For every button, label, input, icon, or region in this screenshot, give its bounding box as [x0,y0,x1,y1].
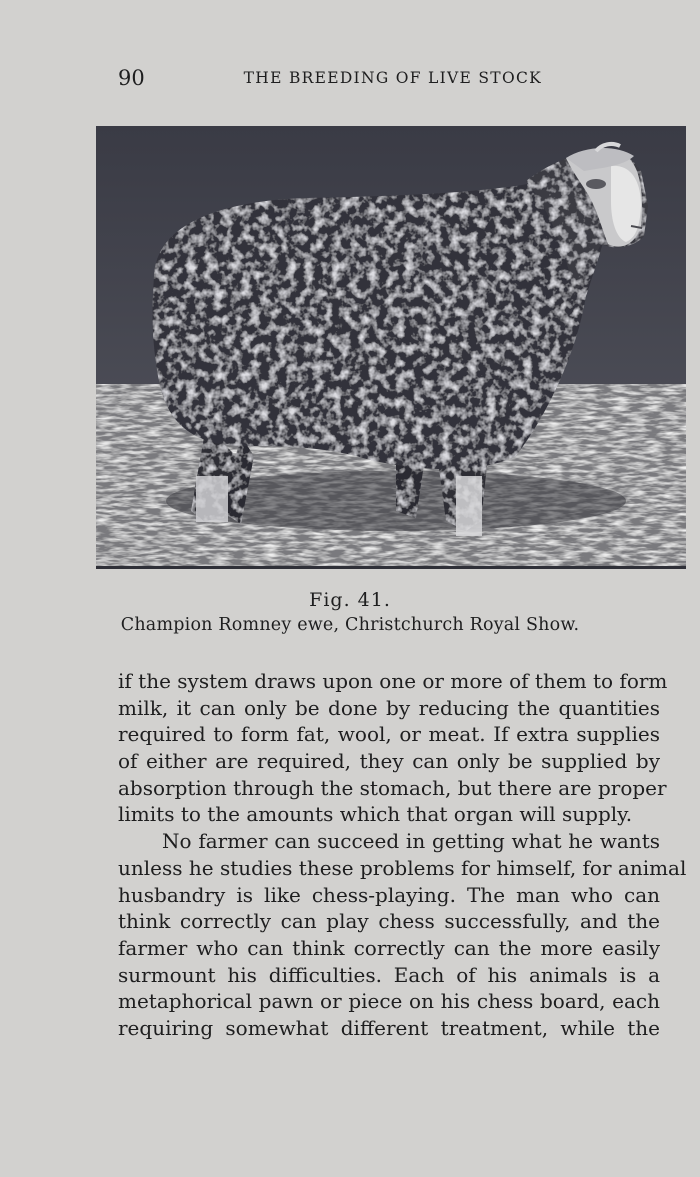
text-line: limits to the amounts which that organ will supply. [118,802,633,827]
sheep-photograph [96,126,686,569]
text-line: unless he studies these problems for himself, for animal [118,855,687,880]
text-line: required to form fat, wool, or meat. If extra supplies [118,722,660,747]
text-line: absorption through the stomach, but there are proper [118,775,667,800]
text-line: husbandry is like chess-playing. The man who can [118,882,660,907]
page-number: 90 [118,66,145,90]
running-head: THE BREEDING OF LIVE STOCK [243,69,542,87]
text-line: milk, it can only be done by reducing the quantities [118,695,660,720]
body-text [118,668,687,1042]
page-header [118,66,542,94]
text-line: metaphorical pawn or piece on his chess board, each [118,989,660,1014]
text-line: No farmer can succeed in getting what he wants [162,829,660,854]
sheep-photo-illustration [96,126,686,569]
text-line: surmount his difficulties. Each of his animals is a [118,962,660,987]
text-line: think correctly can play chess successfully, and the [118,909,660,934]
figure-label: Fig. 41. [309,589,391,611]
text-line: requiring somewhat different treatment, while the [118,1015,660,1040]
text-line: if the system draws upon one or more of them to form [118,669,668,693]
text-line: farmer who can think correctly can the more easily [118,935,660,960]
text-line: of either are required, they can only be supplied by [118,749,660,774]
figure-caption: Champion Romney ewe, Christchurch Royal Show. [120,615,580,635]
